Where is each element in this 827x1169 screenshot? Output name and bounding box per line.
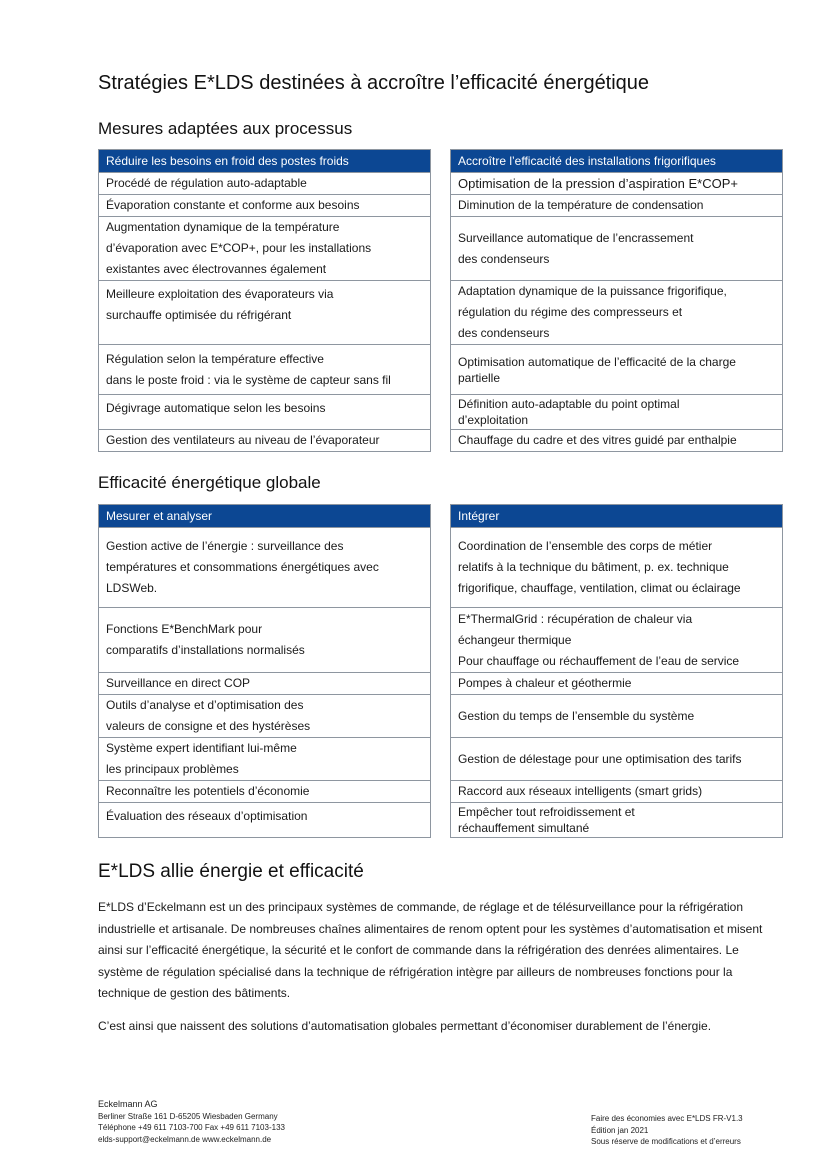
section-heading-global: Efficacité énergétique globale — [98, 473, 321, 492]
table-row: Chauffage du cadre et des vitres guidé par enthalpie — [451, 430, 782, 452]
table-header: Réduire les besoins en froid des postes froids — [99, 150, 430, 173]
section-heading-energy: E*LDS allie énergie et efficacité — [98, 861, 364, 882]
table-row: Gestion de délestage pour une optimisation des tarifs — [451, 738, 782, 781]
table-row: Raccord aux réseaux intelligents (smart grids) — [451, 781, 782, 803]
table-measure-analyse — [98, 504, 431, 838]
table-row: Fonctions E*BenchMark pour comparatifs d’installations normalisés — [99, 608, 430, 673]
table-row: Gestion active de l’énergie : surveillance des températures et consommations énergétiques avec LDSWeb. — [99, 528, 430, 608]
table-reduce-cooling — [98, 149, 431, 452]
table-header: Accroître l’efficacité des installations frigorifiques — [451, 150, 782, 173]
table-header: Mesurer et analyser — [99, 505, 430, 528]
table-row: Pompes à chaleur et géothermie — [451, 673, 782, 695]
footer-disclaimer: Sous réserve de modifications et d’erreurs — [591, 1137, 741, 1146]
table-integrate — [450, 504, 783, 838]
table-row: Surveillance automatique de l’encrassement des condenseurs — [451, 217, 782, 281]
table-row: Procédé de régulation auto-adaptable — [99, 173, 430, 195]
table-row: E*ThermalGrid : récupération de chaleur via échangeur thermique Pour chauffage ou réchauffement de l’eau de service — [451, 608, 782, 673]
table-row: Régulation selon la température effective dans le poste froid : via le système de capteur sans fil — [99, 345, 430, 395]
table-row: Évaluation des réseaux d’optimisation — [99, 803, 430, 838]
section-heading-process: Mesures adaptées aux processus — [98, 119, 353, 138]
table-header: Intégrer — [451, 505, 782, 528]
table-row: Système expert identifiant lui-même les principaux problèmes — [99, 738, 430, 781]
table-row: Gestion du temps de l’ensemble du système — [451, 695, 782, 738]
table-row: Outils d’analyse et d’optimisation des valeurs de consigne et des hystérèses — [99, 695, 430, 738]
table-row: Dégivrage automatique selon les besoins — [99, 395, 430, 430]
table-row: Optimisation de la pression d’aspiration E*COP+ — [451, 173, 782, 195]
table-row: Coordination de l’ensemble des corps de métier relatifs à la technique du bâtiment, p. ex. technique frigorifique, chauffage, ventilation, climat ou éclairage — [451, 528, 782, 608]
table-row: Évaporation constante et conforme aux besoins — [99, 195, 430, 217]
footer-doc-title: Faire des économies avec E*LDS FR-V1.3 — [591, 1114, 743, 1123]
table-row: Reconnaître les potentiels d’économie — [99, 781, 430, 803]
table-row: Meilleure exploitation des évaporateurs via surchauffe optimisée du réfrigérant — [99, 281, 430, 345]
body-paragraph-conclusion: C’est ainsi que naissent des solutions d’automatisation globales permettant d’économiser durablement de l’énergie. — [98, 1019, 712, 1033]
table-row: Diminution de la température de condensation — [451, 195, 782, 217]
footer-company: Eckelmann AG — [98, 1099, 158, 1109]
table-row: Empêcher tout refroidissement et réchauffement simultané — [451, 803, 782, 838]
table-row: Définition auto-adaptable du point optimal d’exploitation — [451, 395, 782, 430]
footer-phone: Téléphone +49 611 7103-700 Fax +49 611 7103-133 — [98, 1123, 285, 1132]
table-row: Augmentation dynamique de la température d’évaporation avec E*COP+, pour les installations existantes avec électrovannes également — [99, 217, 430, 281]
table-row: Optimisation automatique de l’efficacité de la charge partielle — [451, 345, 782, 395]
page-title: Stratégies E*LDS destinées à accroître l’efficacité énergétique — [98, 72, 650, 94]
body-paragraph: E*LDS d’Eckelmann est un des principaux systèmes de commande, de réglage et de télésurveillance pour la réfrigération industrielle et artisanale. De nombreuses chaînes alimentaires de renom optent pour les systèmes d’automatisation et misent ainsi sur l’efficacité énergétique, la sécurité et le confort de commande dans la réfrigération des denrées alimentaires. Le système de régulation spécialisé dans la technique de réfrigération intègre par ailleurs de nombreuses fonctions pour la technique de gestion des bâtiments. — [98, 900, 763, 1000]
footer-edition: Édition jan 2021 — [591, 1125, 649, 1135]
table-row: Gestion des ventilateurs au niveau de l’évaporateur — [99, 430, 430, 452]
table-row: Surveillance en direct COP — [99, 673, 430, 695]
footer-document-info — [591, 1113, 743, 1148]
table-increase-efficiency — [450, 149, 783, 452]
table-row: Adaptation dynamique de la puissance frigorifique, régulation du régime des compresseurs et des condenseurs — [451, 281, 782, 345]
footer-address — [98, 1099, 285, 1145]
footer-street: Berliner Straße 161 D-65205 Wiesbaden Germany — [98, 1111, 278, 1121]
footer-web: elds-support@eckelmann.de www.eckelmann.de — [98, 1134, 272, 1144]
